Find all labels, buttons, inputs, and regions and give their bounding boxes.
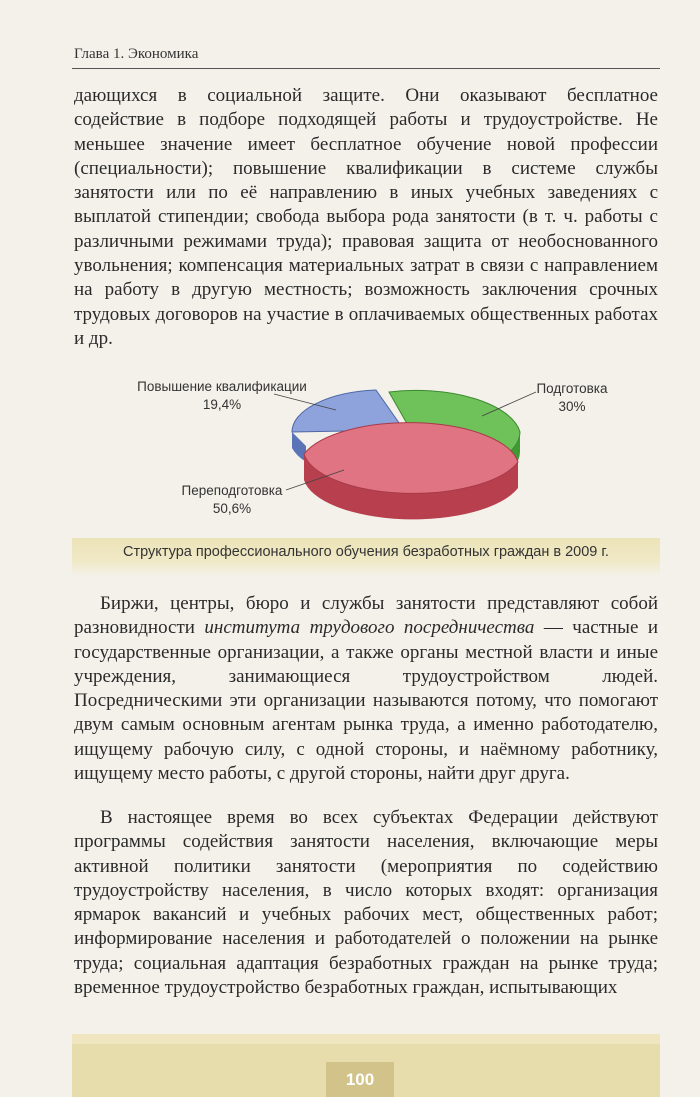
slice-povyshenie-side	[292, 432, 306, 462]
page-number: 100	[345, 1070, 375, 1089]
header-rule	[72, 68, 660, 69]
label-podgotovka-name: Подготовка	[536, 381, 608, 396]
paragraph-2-end: — частные и государственные организации, а также органы местной власти и иные учреждения, занимающиеся трудоустройством людей. Посредническими эти организации называются потому, что помогают двум самым основным агентам рынка труда, а именно работодателю, ищущему рабочую силу, с одной стороны, и наёмному работнику, ищущему место работы, с другой стороны, найти друг друга.	[74, 617, 658, 785]
label-podgotovka	[522, 380, 622, 416]
label-povyshenie-value: 19,4%	[202, 397, 242, 412]
chart-caption: Структура профессионального обучения безработных граждан в 2009 г.	[123, 544, 609, 560]
paragraph-2	[74, 592, 658, 786]
label-povyshenie	[122, 378, 322, 414]
label-perepodgotovka	[170, 482, 294, 518]
paragraph-3: В настоящее время во всех субъектах Федерации действуют программы содействия занятости населения, включающие меры активной политики занятости (мероприятия по содействию трудоустройству населения, в число которых входят: организация ярмарок вакансий и учебных рабочих мест, общественных работ; информирование населения и работодателей о положении на рынке труда; социальная адаптация безработных граждан на рынке труда; временное трудоустройство безработных граждан, испытывающих	[74, 807, 658, 999]
label-perepodgotovka-value: 50,6%	[212, 501, 252, 516]
term-labor-intermediary: института трудового посредничества	[204, 617, 535, 639]
label-podgotovka-value: 30%	[558, 399, 586, 414]
label-povyshenie-name: Повышение квалификации	[137, 379, 307, 394]
pie-chart	[74, 370, 658, 540]
paragraph-1: дающихся в социальной защите. Они оказывают бесплатное содействие в подборе подходящей работы и трудоустройстве. Не меньшее значение имеет бесплатное обучение новой профессии (специальности); повышение квалификации в системе службы занятости или по её направлению в иных учебных заведениях с выплатой стипендии; свобода выбора рода занятости (в т. ч. работы с различными режимами труда); правовая защита от необоснованного увольнения; компенсация материальных затрат в связи с направлением на работу в другую местность; возможность заключения срочных трудовых договоров на участие в оплачиваемых общественных работах и др.	[74, 85, 658, 349]
chapter-header: Глава 1. Экономика	[74, 46, 199, 62]
paragraph-2-start: Биржи, центры, бюро и службы занятости представляют собой разновидности	[74, 593, 658, 639]
label-perepodgotovka-name: Переподготовка	[181, 483, 283, 498]
